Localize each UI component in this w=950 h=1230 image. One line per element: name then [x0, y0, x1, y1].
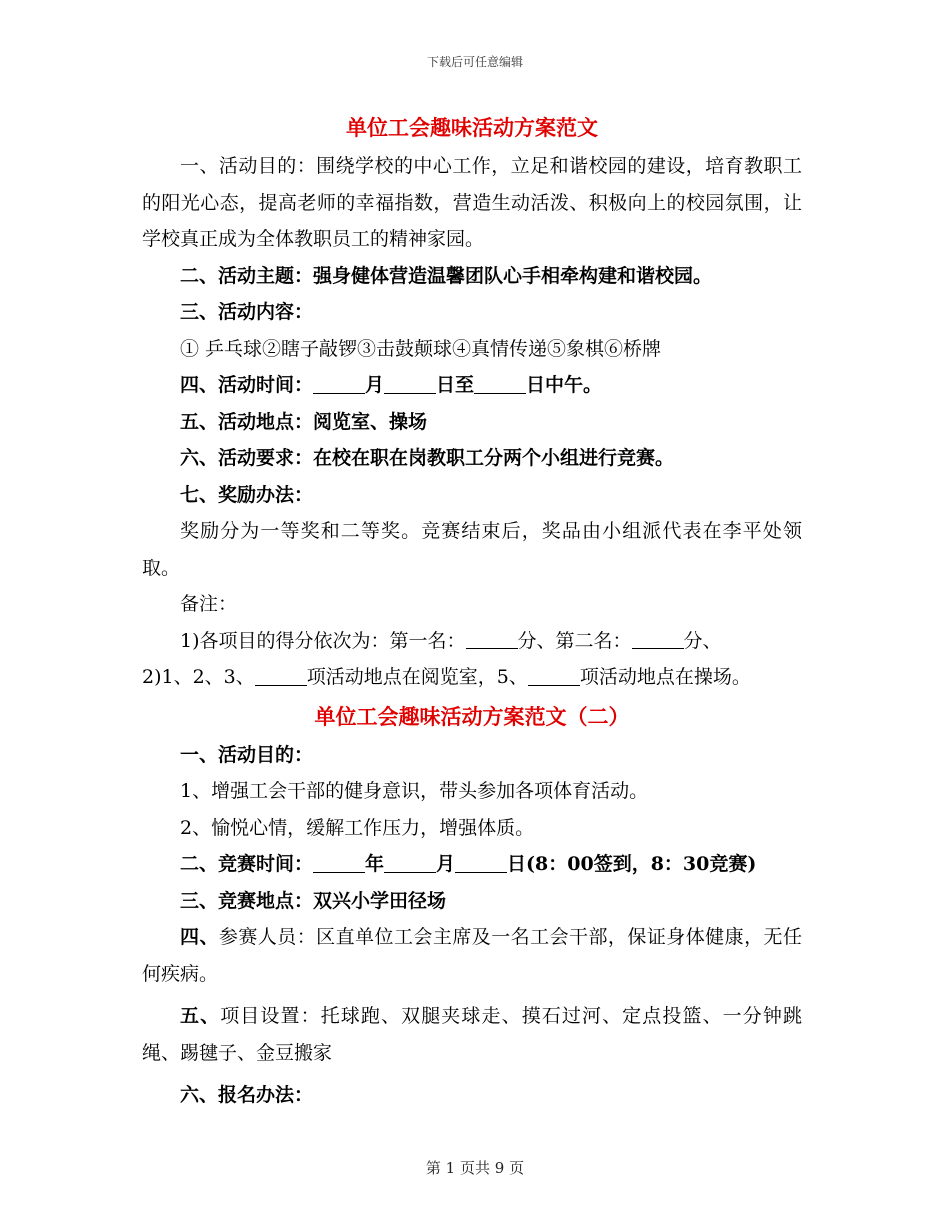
doc1-notes-heading: 备注：: [180, 593, 238, 615]
doc1-note-2: [142, 659, 802, 696]
doc1-time: [142, 367, 802, 404]
page-header: 下载后可任意编辑: [426, 55, 523, 69]
doc2-purpose-1: 1、增强工会干部的健身意识，带头参加各项体育活动。: [180, 780, 649, 802]
blank-line: [384, 374, 436, 394]
doc1-time-label: 四、活动时间：: [180, 374, 314, 396]
doc1-note-2-a: 2)1、2、3、: [142, 666, 255, 688]
blank-line: [455, 853, 507, 873]
doc2-time: [142, 846, 802, 883]
doc2-purpose-2: 2、愉悦心情，缓解工作压力，增强体质。: [180, 816, 535, 839]
doc2-events-number: 五、: [180, 1005, 221, 1027]
doc1-note-2-b: 项活动地点在阅览室，5、: [306, 666, 528, 688]
doc1-requirements: 六、活动要求：在校在职在岗教职工分两个小组进行竞赛。: [180, 447, 675, 469]
doc2-events-text: 项目设置：托球跑、双腿夹球走、摸石过河、定点投篮、一分钟跳绳、踢毽子、金豆搬家: [142, 1005, 802, 1064]
doc1-note-1-a: 1)各项目的得分依次为：第一名：: [180, 629, 466, 652]
doc1-note-1-c: 分、: [683, 629, 722, 652]
doc1-content-heading: 三、活动内容：: [180, 301, 314, 323]
blank-line: [313, 853, 365, 873]
doc1-time-noon: 日中午。: [526, 374, 603, 396]
blank-line: [384, 853, 436, 873]
doc2-location: 三、竞赛地点：双兴小学田径场: [180, 889, 447, 912]
doc2-purpose-heading: 一、活动目的：: [180, 743, 314, 766]
blank-line: [466, 629, 518, 649]
doc1-content-list: ① 乒乓球②瞎子敲锣③击鼓颠球④真情传递⑤象棋⑥桥牌: [180, 337, 662, 360]
doc1-location: 五、活动地点：阅览室、操场: [180, 410, 428, 433]
page-footer: 第 1 页共 9 页: [425, 1159, 525, 1177]
doc2-title: 单位工会趣味活动方案范文（二）: [314, 703, 630, 729]
doc1-note-1-b: 分、第二名：: [517, 629, 632, 652]
doc2-participants-text: 参赛人员：区直单位工会主席及一名工会干部，保证身体健康，无任何疾病。: [142, 926, 802, 985]
doc2-participants: [142, 919, 802, 992]
blank-line: [528, 666, 580, 686]
doc1-time-month: 月: [365, 374, 385, 396]
doc1-title: 单位工会趣味活动方案范文: [346, 115, 598, 140]
doc1-reward-text: 奖励分为一等奖和二等奖。竞赛结束后，奖品由小组派代表在李平处领取。: [142, 520, 802, 579]
doc1-theme: 二、活动主题：强身健体营造温馨团队心手相牵构建和谐校园。: [180, 264, 713, 287]
doc2-participants-number: 四、: [180, 926, 219, 948]
blank-line: [474, 374, 526, 394]
doc1-purpose: 一、活动目的：围绕学校的中心工作，立足和谐校园的建设，培育教职工的阳光心态，提高老师的幸福指数，营造生动活泼、积极向上的校园氛围，让学校真正成为全体教职员工的精神家园。: [142, 155, 802, 250]
doc1-note-1: [142, 623, 802, 660]
doc2-time-day: 日(8：00签到，8：30竞赛): [507, 853, 757, 875]
doc1-time-day-to: 日至: [436, 374, 475, 396]
document-body: [142, 108, 802, 1114]
blank-line: [632, 629, 684, 649]
blank-line: [255, 666, 307, 686]
doc2-time-label: 二、竞赛时间：: [180, 853, 314, 875]
doc1-note-2-c: 项活动地点在操场。: [579, 666, 751, 688]
doc2-registration-heading: 六、报名办法：: [180, 1084, 314, 1106]
doc1-reward-heading: 七、奖励办法：: [180, 483, 314, 506]
doc2-events: [142, 998, 802, 1071]
doc2-time-month: 月: [436, 853, 456, 875]
doc2-time-year: 年: [365, 853, 385, 875]
blank-line: [313, 374, 365, 394]
